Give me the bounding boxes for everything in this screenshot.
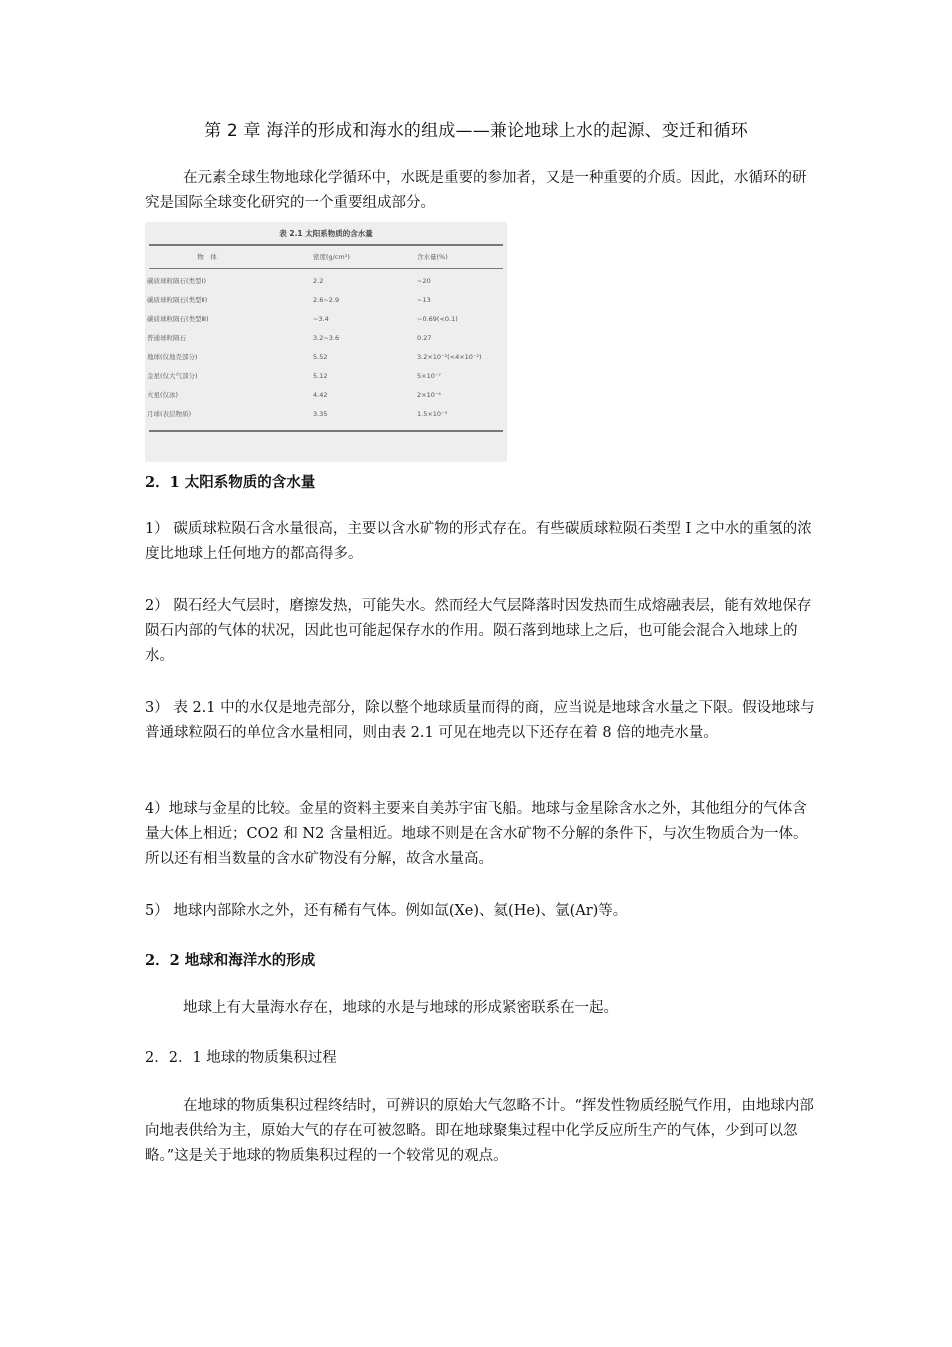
table-cell: ~0.69(<0.1): [417, 315, 458, 323]
table-bottom-rule: [149, 430, 503, 432]
table-cell: 普通球粒陨石: [147, 334, 186, 342]
table-row: [145, 293, 507, 307]
table-cell: ~20: [417, 277, 431, 285]
list-item: 1） 碳质球粒陨石含水量很高，主要以含水矿物的形式存在。有些碳质球粒陨石类型 I 之中水的重氢的浓度比地球上任何地方的都高得多。: [145, 521, 812, 562]
table-cell: 地球(仅地壳部分): [147, 353, 198, 361]
table-cell: 碳质球粒陨石(类型Ⅰ): [147, 277, 206, 285]
table-cell: 4.42: [313, 391, 328, 399]
table-cell: 金星(仅大气部分): [147, 372, 198, 380]
table-row: [145, 350, 507, 364]
table-cell: 0.27: [417, 334, 432, 342]
list-item: 3） 表 2.1 中的水仅是地壳部分，除以整个地球质量而得的商，应当说是地球含水量之下限。假设地球与普通球粒陨石的单位含水量相同，则由表 2.1 可见在地壳以下还存在着 8 倍的地壳水量。: [145, 700, 815, 741]
table-header-cell: 含水量(%): [417, 253, 448, 261]
table-caption: 表 2.1 太阳系物质的含水量: [279, 229, 373, 238]
subsection-heading: 2．2．1 地球的物质集积过程: [145, 1050, 337, 1066]
table-header-rule: [149, 268, 503, 269]
table-cell: 2.6~2.9: [313, 296, 340, 304]
list-item: 4）地球与金星的比较。金星的资料主要来自美苏宇宙飞船。地球与金星除含水之外，其他组分的气体含量大体上相近；CO2 和 N2 含量相近。地球不则是在含水矿物不分解的条件下，与次生物质合为一体。所以还有相当数量的含水矿物没有分解，故含水量高。: [145, 801, 808, 867]
table-row: [145, 407, 507, 421]
table-row: [145, 388, 507, 402]
table-cell: 火星(仅冰): [147, 391, 179, 399]
table-cell: 3.2×10⁻²(<4×10⁻²): [417, 353, 482, 361]
section-heading-2-2: 2．2 地球和海洋水的形成: [145, 952, 316, 969]
table-row: [145, 369, 507, 383]
water-content-table-image: [145, 222, 507, 462]
table-cell: 碳质球粒陨石(类型Ⅱ): [147, 296, 208, 304]
table-cell: 2×10⁻⁴: [417, 391, 441, 399]
table-cell: 3.35: [313, 410, 328, 418]
intro-paragraph: 在元素全球生物地球化学循环中，水既是重要的参加者，又是一种重要的介质。因此，水循环的研究是国际全球变化研究的一个重要组成部分。: [145, 170, 807, 211]
table-cell: ~3.4: [313, 315, 329, 323]
table-row: [145, 312, 507, 326]
table-row: [145, 274, 507, 288]
table-cell: 碳质球粒陨石(类型Ⅲ): [147, 315, 209, 323]
section-heading-2-1: 2．1 太阳系物质的含水量: [145, 474, 316, 491]
table-cell: 5×10⁻⁷: [417, 372, 441, 380]
table-header-row: [145, 250, 507, 264]
table-cell: 5.52: [313, 353, 328, 361]
body-paragraph: 在地球的物质集积过程终结时，可辨识的原始大气忽略不计。“挥发性物质经脱气作用，由地球内部向地表供给为主，原始大气的存在可被忽略。即在地球聚集过程中化学反应所生产的气体，少到可以忽略。”这是关于地球的物质集积过程的一个较常见的观点。: [145, 1098, 814, 1164]
list-item: 5） 地球内部除水之外，还有稀有气体。例如氙(Xe)、氦(He)、氩(Ar)等。: [145, 903, 628, 919]
table-cell: 5.12: [313, 372, 328, 380]
table-header-cell: 物 体: [197, 253, 217, 261]
chapter-title: 第 2 章 海洋的形成和海水的组成——兼论地球上水的起源、变迁和循环: [204, 121, 748, 141]
table-cell: ~13: [417, 296, 431, 304]
table-row: [145, 331, 507, 345]
table-cell: 月球(表层物质): [147, 410, 192, 418]
table-cell: 2.2: [313, 277, 324, 285]
table-cell: 1.5×10⁻³: [417, 410, 448, 418]
table-cell: 3.2~3.6: [313, 334, 340, 342]
list-item: 2） 陨石经大气层时，磨擦发热，可能失水。然而经大气层降落时因发热而生成熔融表层，能有效地保存陨石内部的气体的状况，因此也可能起保存水的作用。陨石落到地球上之后，也可能会混合入地球上的水。: [145, 598, 812, 664]
table-header-cell: 密度(g/cm³): [313, 253, 350, 261]
table-top-rule: [149, 244, 503, 246]
section-intro-paragraph: 地球上有大量海水存在，地球的水是与地球的形成紧密联系在一起。: [183, 1000, 618, 1016]
